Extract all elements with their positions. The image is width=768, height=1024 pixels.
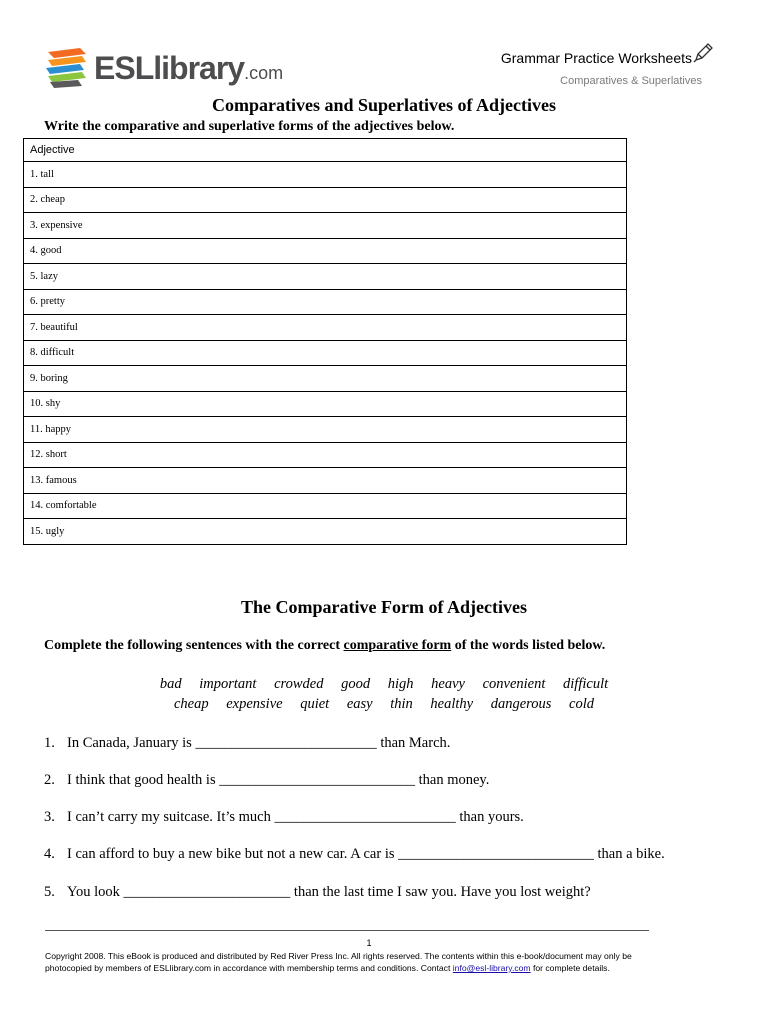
table-row [24,315,627,341]
table-row [24,187,627,213]
sentence-text: You look _______________________ than the last time I saw you. Have you lost weight? [67,884,591,900]
table-row [24,519,627,545]
pencil-icon [692,42,714,64]
exercise-sentence-2 [44,772,489,789]
table-row [24,289,627,315]
table-row [24,391,627,417]
contact-email-link[interactable]: info@esl-library.com [452,963,531,973]
instruction-text-after: of the words listed below. [451,638,606,653]
section2-instruction [44,638,605,654]
word-bank-item: easy [346,696,373,712]
page-number: 1 [366,938,372,948]
word-bank-item: difficult [563,676,609,692]
copyright-text-before: photocopied by members of ESLlibrary.com in accordance with membership terms and conditions. Contact [45,963,453,973]
section1-title: Comparatives and Superlatives of Adjectives [212,95,556,115]
word-bank-item: good [341,676,371,692]
word-bank-item: healthy [430,696,474,712]
sentence-number: 4. [44,846,55,862]
word-bank-item: thin [390,696,413,712]
table-cell: 14. comfortable [24,493,627,519]
word-bank-item: expensive [226,696,283,712]
copyright-text-after: for complete details. [530,963,610,973]
instruction-underlined-text: comparative form [343,638,452,653]
table-header-adjective: Adjective [24,139,627,162]
logo-suffix-text: .com [244,63,284,83]
table-row [24,417,627,443]
table-cell: 6. pretty [24,289,627,315]
sentence-text: I can’t carry my suitcase. It’s much _________________________ than yours. [67,809,524,825]
section2-title: The Comparative Form of Adjectives [241,597,527,617]
adjective-table [23,138,627,545]
word-bank-item: convenient [482,676,546,692]
table-cell: 9. boring [24,366,627,392]
sentence-number: 2. [44,772,55,788]
header-title: Grammar Practice Worksheets [500,50,692,66]
table-cell: 2. cheap [24,187,627,213]
sentence-number: 1. [44,735,55,751]
books-stack-icon [44,44,90,90]
exercise-sentence-3 [44,809,524,826]
logo-text [94,50,283,87]
word-bank-item: dangerous [490,696,552,712]
table-cell: 7. beautiful [24,315,627,341]
table-row [24,366,627,392]
section1-instruction: Write the comparative and superlative forms of the adjectives below. [44,119,455,134]
table-cell: 1. tall [24,162,627,188]
exercise-sentence-1 [44,735,450,752]
word-bank-item: crowded [274,676,324,692]
exercise-sentence-5 [44,884,591,901]
word-bank-item: important [199,676,257,692]
table-cell: 8. difficult [24,340,627,366]
word-bank-item: cold [569,696,595,712]
table-row [24,238,627,264]
word-bank-item: cheap [173,696,209,712]
table-cell: 10. shy [24,391,627,417]
word-bank-item: bad [159,676,182,692]
table-row [24,468,627,494]
table-row [24,442,627,468]
word-bank-row-1 [0,676,768,693]
copyright-line-2 [45,962,685,974]
word-bank-item: quiet [300,696,330,712]
sentence-number: 3. [44,809,55,825]
table-header-row [24,139,627,162]
table-row [24,213,627,239]
logo-main-text: ESLlibrary [94,50,245,86]
table-row [24,162,627,188]
table-row [24,493,627,519]
sentence-text: I think that good health is ___________________________ than money. [67,772,490,788]
table-cell: 5. lazy [24,264,627,290]
table-cell: 12. short [24,442,627,468]
header-subtitle: Comparatives & Superlatives [560,75,702,87]
table-cell: 3. expensive [24,213,627,239]
table-row [24,264,627,290]
sentence-text: I can afford to buy a new bike but not a new car. A car is ___________________________ than a bike. [67,846,665,862]
instruction-text-before: Complete the following sentences with the correct [44,638,344,653]
copyright-notice [45,950,685,974]
word-bank-item: high [387,676,414,692]
copyright-line-1: Copyright 2008. This eBook is produced and distributed by Red River Press Inc. All rights reserved. The contents within this e-book/document may only be [45,951,632,961]
word-bank-item: heavy [431,676,465,692]
word-bank-row-2 [0,696,768,713]
exercise-sentence-4 [44,846,665,863]
table-cell: 11. happy [24,417,627,443]
esl-library-logo [44,44,284,90]
footer-divider [45,930,649,931]
table-row [24,340,627,366]
sentence-text: In Canada, January is _________________________ than March. [67,735,451,751]
table-cell: 13. famous [24,468,627,494]
table-cell: 4. good [24,238,627,264]
table-cell: 15. ugly [24,519,627,545]
sentence-number: 5. [44,884,55,900]
